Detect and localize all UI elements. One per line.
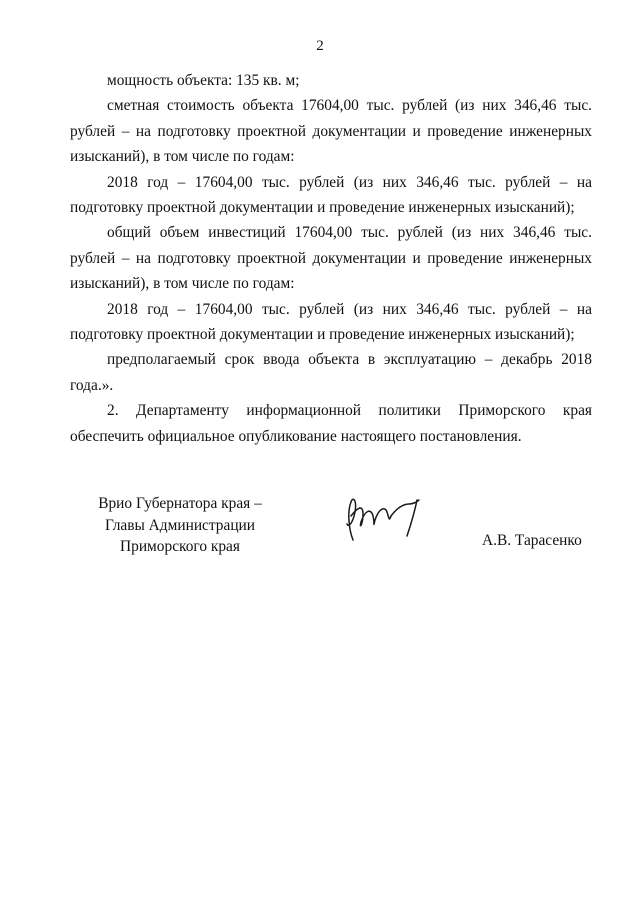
paragraph-estimated-cost: сметная стоимость объекта 17604,00 тыс. рублей (из них 346,46 тыс. рублей – на подготовку проектной документации и проведение инженерных изысканий), в том числе по годам: — [70, 97, 592, 166]
paragraph-commissioning-date: предполагаемый срок ввода объекта в эксплуатацию – декабрь 2018 года.». — [70, 351, 592, 394]
paragraph-total-investment: общий объем инвестиций 17604,00 тыс. рублей (из них 346,46 тыс. рублей – на подготовку проектной документации и проведение инженерных изысканий), в том числе по годам: — [70, 224, 592, 293]
page-number: 2 — [316, 38, 324, 54]
paragraph-investment-2018: 2018 год – 17604,00 тыс. рублей (из них 346,46 тыс. рублей – на подготовку проектной документации и проведение инженерных изысканий); — [70, 300, 592, 344]
document-body — [70, 68, 592, 449]
paragraph-cost-2018: 2018 год – 17604,00 тыс. рублей (из них 346,46 тыс. рублей – на подготовку проектной документации и проведение инженерных изысканий); — [70, 173, 592, 217]
signatory-position-line: Врио Губернатора края – — [98, 495, 262, 512]
signatory-position-line: Приморского края — [120, 538, 240, 555]
paragraph-capacity: мощность объекта: 135 кв. м; — [107, 72, 300, 89]
handwritten-signature — [333, 490, 433, 550]
signatory-position — [60, 493, 300, 558]
signer-name: А.В. Тарасенко — [482, 532, 582, 549]
signatory-position-line: Главы Администрации — [104, 516, 256, 534]
paragraph-publication-order: 2. Департаменту информационной политики Приморского края обеспечить официальное опубликование настоящего постановления. — [70, 402, 592, 445]
